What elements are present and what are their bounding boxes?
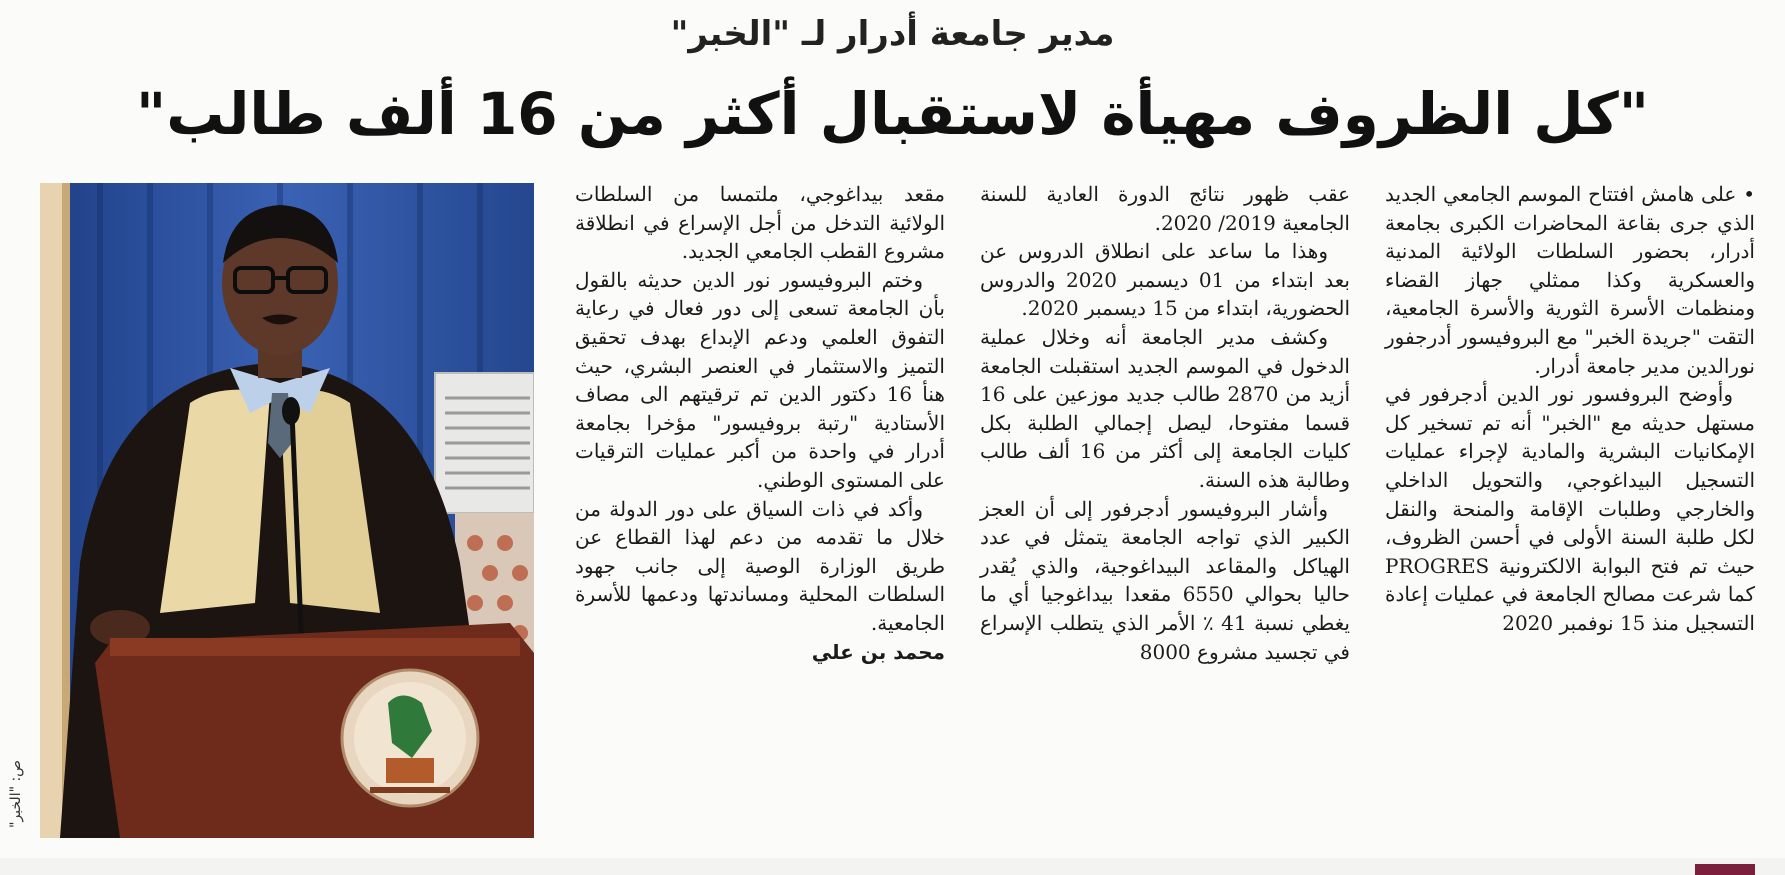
byline: محمد بن علي — [811, 639, 945, 664]
paragraph: عقب ظهور نتائج الدورة العادية للسنة الجامعية 2019/ 2020. — [980, 182, 1350, 235]
paragraph: مقعد بيداغوجي، ملتمسا من السلطات الولائية التدخل من أجل الإسراع في انطلاقة مشروع القطب الجامعي الجديد. — [575, 182, 945, 264]
paragraph: وأوضح البروفسور نور الدين أدجرفور في مستهل حديثه مع "الخبر" أنه تم تسخير كل الإمكانيات البشرية والمادية لإجراء عمليات التسجيل البيداغوجي، والتحويل الداخلي والخارجي وطلبات الإقامة والمنحة والنقل لكل طلبة السنة الأولى في أحسن الظروف، حيث تم فتح البوابة الالكترونية PROGRES كما شرعت مصالح الجامعة في عمليات إعادة التسجيل منذ 15 نوفمبر 2020 — [1385, 382, 1755, 635]
paragraph: وأكد في ذات السياق على دور الدولة من خلال ما تقدمه من دعم لهذا القطاع عن طريق الوزارة الوصية إلى جانب جهود السلطات المحلية ومساندتها ودعمها للأسرة الجامعية. — [575, 496, 945, 635]
speaker-illustration — [40, 183, 534, 838]
paragraph: وأشار البروفيسور أدجرفور إلى أن العجز الكبير الذي تواجه الجامعة يتمثل في عدد الهياكل والمقاعد البيداغوجية، والذي يُقدر حاليا بحوالي 6550 مقعدا بيداغوجيا أي ما يغطي نسبة 41 ٪ الأمر الذي يتطلب الإسراع في تجسيد مشروع 8000 — [980, 496, 1350, 664]
paragraph: وختم البروفيسور نور الدين حديثه بالقول بأن الجامعة تسعى إلى دور فعال في رعاية التفوق العلمي ودعم الإبداع بهدف تحقيق التميز والاستثمار في العنصر البشري، حيث هنأ 16 دكتور الدين تم ترقيتهم الى مصاف الأستادية "رتبة بروفيسور" مؤخرا بجامعة أدرار في واحدة من أكبر عمليات الترقيات على المستوى الوطني. — [575, 267, 945, 492]
article-column-3 — [575, 180, 945, 666]
paragraph: • على هامش افتتاح الموسم الجامعي الجديد الذي جرى بقاعة المحاضرات الكبرى بجامعة أدرار، بحضور السلطات الولائية المدنية والعسكرية وكذا ممثلي جهاز القضاء ومنظمات الأسرة الثورية والأسرة الجامعية، التقت "جريدة الخبر" مع البروفيسور أدرجفور نورالدين مدير جامعة أدرار. — [1385, 182, 1755, 378]
article-photo — [40, 183, 534, 838]
photo-credit: ص: "الخبر" — [8, 760, 24, 829]
paragraph: وكشف مدير الجامعة أنه وخلال عملية الدخول في الموسم الجديد استقبلت الجامعة أزيد من 2870 طالب جديد موزعين على 16 قسما مفتوحا، ليصل إجمالي الطلبة بكل كليات الجامعة إلى أكثر من 16 ألف طالب وطالبة هذه السنة. — [980, 324, 1351, 492]
article-column-1 — [1385, 180, 1755, 638]
page-bottom-strip — [0, 858, 1785, 875]
article-column-2 — [980, 180, 1350, 666]
paragraph: وهذا ما ساعد على انطلاق الدروس عن بعد ابتداء من 01 ديسمبر 2020 والدروس الحضورية، ابتداء من 15 ديسمبر 2020. — [980, 239, 1350, 321]
article-headline: "كل الظروف مهيأة لاستقبال أكثر من 16 ألف طالب" — [136, 80, 1649, 148]
corner-color-tab — [1695, 864, 1755, 875]
article-kicker: مدير جامعة أدرار لـ "الخبر" — [670, 14, 1115, 54]
